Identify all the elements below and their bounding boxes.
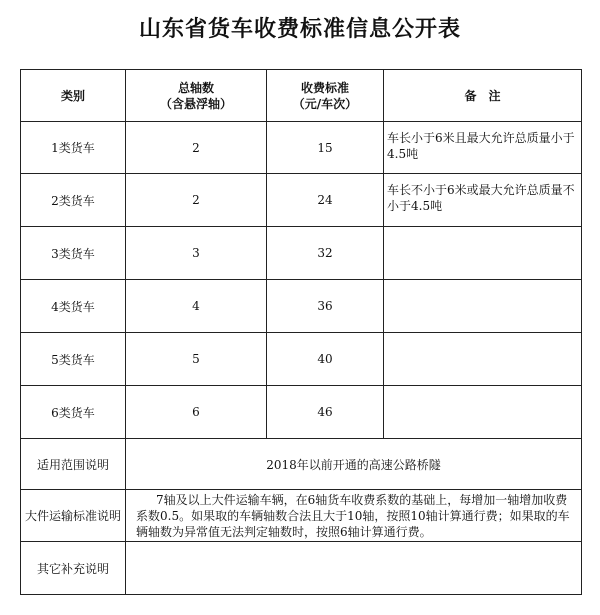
- category-cell: 3类货车: [21, 227, 126, 280]
- category-cell: 2类货车: [21, 174, 126, 227]
- scope-row: [21, 439, 582, 490]
- axles-cell: 3: [126, 227, 267, 280]
- axles-cell: 5: [126, 333, 267, 386]
- other-row: [21, 542, 582, 595]
- table-row: [21, 333, 582, 386]
- other-value: [126, 542, 582, 595]
- fee-cell: 32: [267, 227, 384, 280]
- scope-label: 适用范围说明: [21, 439, 126, 490]
- page-title: 山东省货车收费标准信息公开表: [138, 17, 461, 42]
- table-row: [21, 227, 582, 280]
- remark-cell: [384, 280, 582, 333]
- table-row: [21, 386, 582, 439]
- axles-cell: 6: [126, 386, 267, 439]
- other-label: 其它补充说明: [21, 542, 126, 595]
- fee-table: [20, 69, 582, 595]
- scope-value: 2018年以前开通的高速公路桥隧: [126, 439, 582, 490]
- remark-cell: [384, 227, 582, 280]
- remark-cell: 车长小于6米且最大允许总质量小于4.5吨: [384, 122, 582, 174]
- oversize-value: 7轴及以上大件运输车辆，在6轴货车收费系数的基础上，每增加一轴增加收费系数0.5。如果取的车辆轴数合法且大于10轴，按照10轴计算通行费；如果取的车辆轴数为异常值无法判定轴数时，按照6轴计算通行费。: [126, 490, 582, 542]
- fee-cell: 15: [267, 122, 384, 174]
- category-cell: 4类货车: [21, 280, 126, 333]
- category-cell: 5类货车: [21, 333, 126, 386]
- fee-cell: 24: [267, 174, 384, 227]
- axles-cell: 2: [126, 174, 267, 227]
- oversize-label: 大件运输标准说明: [21, 490, 126, 542]
- table-row: [21, 174, 582, 227]
- table-row: [21, 280, 582, 333]
- axles-cell: 2: [126, 122, 267, 174]
- table-row: [21, 122, 582, 174]
- fee-cell: 36: [267, 280, 384, 333]
- header-fee: 收费标准 （元/车次）: [267, 70, 384, 122]
- category-cell: 6类货车: [21, 386, 126, 439]
- header-row: [21, 70, 582, 122]
- header-axles: 总轴数 （含悬浮轴）: [126, 70, 267, 122]
- fee-cell: 40: [267, 333, 384, 386]
- header-remark: 备 注: [384, 70, 582, 122]
- fee-cell: 46: [267, 386, 384, 439]
- header-category: 类别: [21, 70, 126, 122]
- remark-cell: 车长不小于6米或最大允许总质量不小于4.5吨: [384, 174, 582, 227]
- remark-cell: [384, 333, 582, 386]
- remark-cell: [384, 386, 582, 439]
- axles-cell: 4: [126, 280, 267, 333]
- category-cell: 1类货车: [21, 122, 126, 174]
- oversize-row: [21, 490, 582, 542]
